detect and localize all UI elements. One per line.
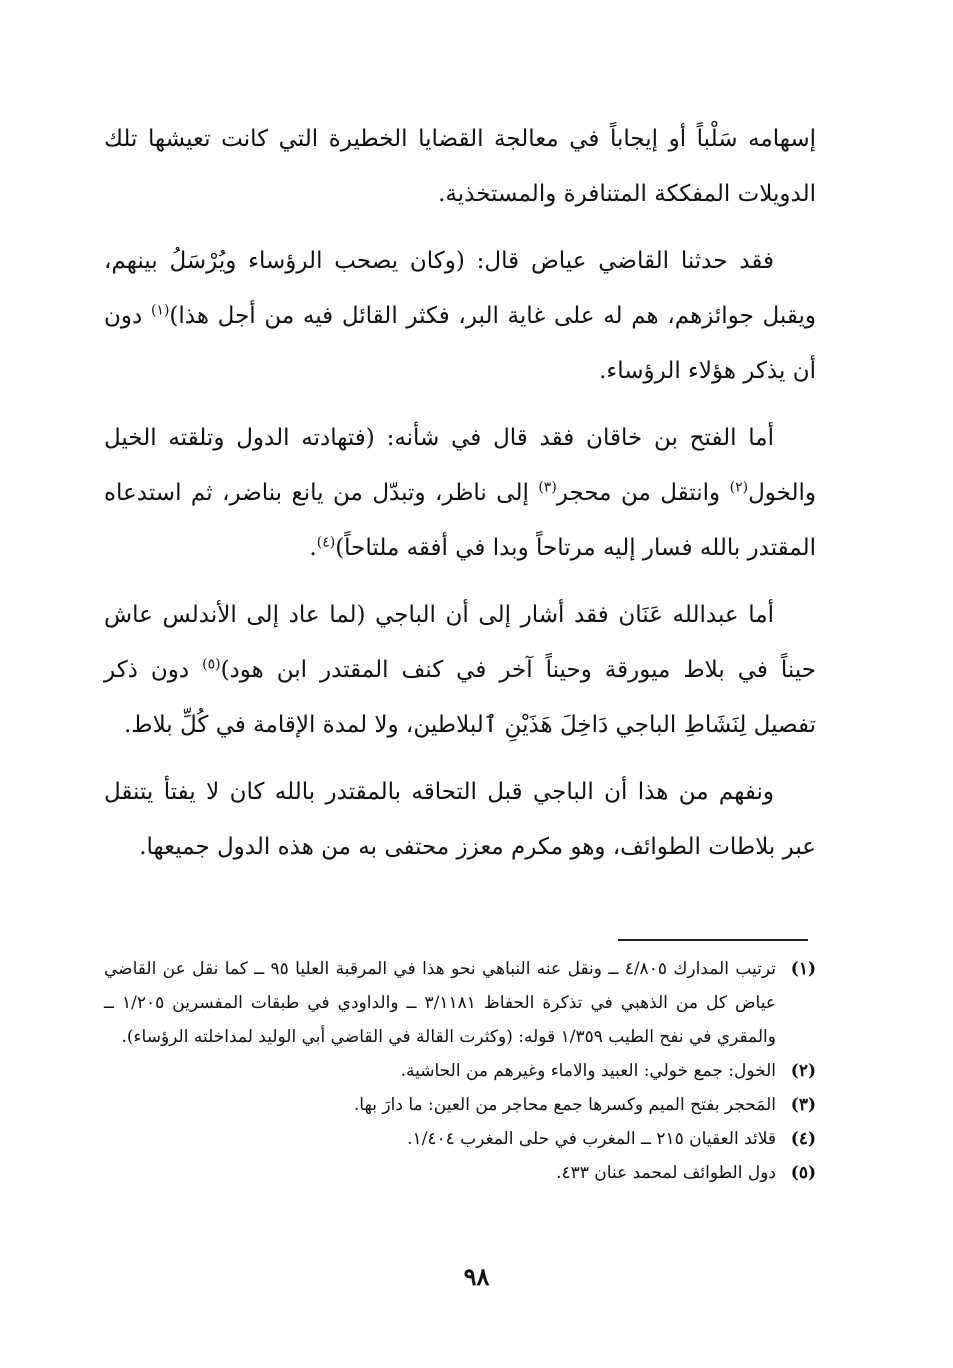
footnotes-section	[104, 952, 816, 1190]
footnote-reference[interactable]: (٣)	[538, 479, 557, 496]
footnote-text: ترتيب المدارك ٤/٨٠٥ ــ ونقل عنه النباهي نحو هذا في المرقبة العليا ٩٥ ــ كما نقل عن القاضي عياض كل من الذهبي في تذكرة الحفاظ ٣/١١٨١ ــ والداودي في طبقات المفسرين ١/٢٠٥ ــ والمقري في نفح الطيب ١/٣٥٩ قوله: (وكثرت القالة في القاضي أبي الوليد لمداخلته الرؤساء).	[104, 959, 776, 1047]
footnote-reference[interactable]: (٥)	[202, 656, 221, 673]
footnote-item	[104, 952, 816, 1054]
footnote-reference[interactable]: (٢)	[729, 479, 749, 496]
footnote-text: دول الطوائف لمحمد عنان ٤٣٣.	[556, 1163, 776, 1183]
footnote-separator-rule	[618, 939, 808, 941]
page-number: ٩٨	[463, 1262, 490, 1291]
paragraph-text: دون أن يذكر هؤلاء الرؤساء.	[104, 303, 816, 384]
footnote-number: (٣)	[790, 1095, 816, 1115]
body-paragraph	[104, 588, 816, 753]
footnote-number: (٥)	[790, 1163, 816, 1183]
footnote-text: المَحجر بفتح الميم وكسرها جمع محاجر من العين: ما دارَ بها.	[353, 1095, 776, 1115]
footnote-reference[interactable]: (١)	[150, 302, 170, 319]
footnote-text: قلائد العقيان ٢١٥ ــ المغرب في حلى المغرب ١/٤٠٤.	[407, 1129, 776, 1149]
footnote-text: الخول: جمع خولي: العبيد والاماء وغيرهم من الحاشية.	[400, 1061, 776, 1081]
paragraph-text: .	[309, 535, 317, 561]
footnote-item	[104, 1054, 816, 1088]
footnote-number: (٢)	[790, 1061, 816, 1081]
footnote-item	[104, 1156, 816, 1190]
footnote-reference[interactable]: (٤)	[316, 534, 336, 551]
paragraph-text: أما عبدالله عَنَان فقد أشار إلى أن الباجي (لما عاد إلى الأندلس عاش حيناً في بلاط ميورقة وحيناً آخر في كنف المقتدر ابن هود)	[104, 602, 816, 683]
body-paragraph	[104, 765, 816, 875]
body-paragraph	[104, 112, 816, 222]
footnote-number: (٤)	[790, 1129, 816, 1149]
body-paragraph	[104, 234, 816, 399]
footnote-number: (١)	[790, 959, 816, 979]
body-paragraph	[104, 411, 816, 576]
paragraph-text: دون ذكر تفصيل لِنَشَاطِ الباجي دَاخِلَ هَذَيْنِ ٱلبلاطين، ولا لمدة الإقامة في كُلِّ بلاط.	[104, 657, 816, 738]
footnote-item	[104, 1122, 816, 1156]
footnote-item	[104, 1088, 816, 1122]
paragraph-text: ونفهم من هذا أن الباجي قبل التحاقه بالمقتدر بالله كان لا يفتأ يتنقل عبر بلاطات الطوائف، وهو مكرم معزز محتفى به من هذه الدول جميعها.	[104, 779, 816, 860]
paragraph-text: إسهامه سَلْباً أو إيجاباً في معالجة القضايا الخطيرة التي كانت تعيشها تلك الدويلات المفككة المتنافرة والمستخذية.	[104, 126, 816, 207]
paragraph-text: فقد حدثنا القاضي عياض قال: (وكان يصحب الرؤساء ويُرْسَلُ بينهم، ويقبل جوائزهم، هم له على غاية البر، فكثر القائل فيه من أجل هذا)	[104, 248, 816, 329]
paragraph-text: إلى ناظر، وتبدّل من يانع بناضر، ثم استدعاه المقتدر بالله فسار إليه مرتاحاً وبدا في أفقه ملتاحاً)	[104, 480, 816, 561]
main-text-body	[104, 112, 816, 887]
paragraph-text: أما الفتح بن خاقان فقد قال في شأنه: (فتهادته الدول وتلقته الخيل والخول	[104, 425, 817, 506]
paragraph-text: وانتقل من محجر	[556, 480, 730, 506]
